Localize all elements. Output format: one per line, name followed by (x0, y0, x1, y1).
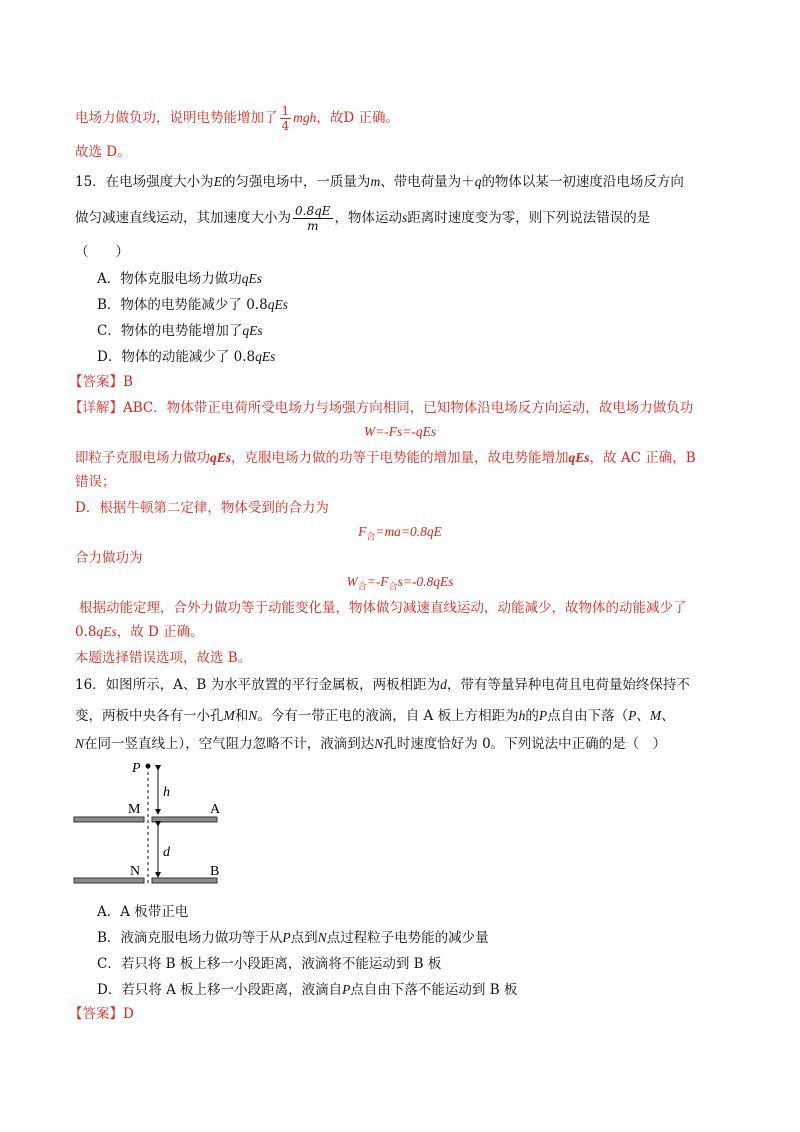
math-var: M (223, 708, 235, 723)
text: ，带有等量异种电荷且电荷量始终保持不 (446, 677, 690, 693)
text: 、 (636, 708, 650, 724)
math-var: M (649, 708, 662, 723)
label-n: N (130, 864, 141, 879)
text: 点自由下落不能运动到 B 板 (350, 982, 518, 998)
text: 做匀减速直线运动，其加速度大小为 (75, 210, 291, 226)
fraction-numerator: 1 (281, 104, 290, 118)
q15-detail-line5: 合力做功为 (75, 550, 143, 566)
text: D．若只将 A 板上移一小段距离，液滴自 (97, 982, 343, 998)
math-expr: qEs (255, 349, 276, 364)
text: 的物体以某一初速度沿电场反方向 (481, 174, 684, 190)
math-var: N (75, 736, 85, 751)
q15-paren: （ ） (75, 244, 129, 260)
text: 的匀强电场中，一质量为 (221, 174, 371, 190)
label-p: P (132, 761, 141, 776)
q15-stem-line2 (75, 204, 650, 233)
text: 点过程粒子电势能的减少量 (326, 930, 489, 946)
label-d: d (163, 845, 170, 860)
q15-equation-2 (0, 522, 800, 548)
q15-detail-line2 (75, 448, 696, 468)
option-label: A．物体克服电场力做功 (97, 271, 242, 287)
label-h: h (163, 785, 170, 800)
text: 在同一竖直线上），空气阻力忽略不计，液滴到达 (84, 736, 375, 752)
text: 点自由下落（ (547, 708, 629, 724)
text: 距离时速度变为零，则下列说法错误的是 (407, 210, 651, 226)
text: 16．如图所示，A、B 为水平放置的平行金属板，两板相距为 (75, 677, 441, 693)
text: ，物体运动 (334, 210, 403, 226)
q15-conclusion: 本题选择错误选项，故选 B。 (75, 650, 252, 666)
text: 和 (234, 708, 249, 724)
prev-text: ，故D 正确。 (316, 110, 400, 126)
q16-option-d (97, 980, 517, 1000)
math-var: W (346, 574, 358, 589)
text: 即粒子克服电场力做功 (75, 450, 210, 466)
subscript: 合 (357, 582, 367, 593)
math-var: E (213, 174, 222, 189)
q16-stem-line3 (75, 734, 666, 754)
subscript: 合 (388, 582, 398, 593)
math-expr: qEs (210, 450, 232, 465)
q15-detail-line7 (75, 622, 204, 642)
text: 、带电荷量为＋ (380, 174, 475, 190)
math-expr: qEs (568, 450, 590, 465)
q15-stem-line1 (75, 172, 684, 192)
math-expr: qEs (267, 297, 288, 312)
text: 变，两板中央各有一小孔 (75, 708, 224, 724)
math-var: q (474, 174, 482, 189)
text: ，故 AC 正确，B (589, 450, 696, 466)
text: 15．在电场强度大小为 (75, 174, 214, 190)
q15-option-c (97, 321, 263, 341)
q15-detail-line6: 根据动能定理，合外力做功等于动能变化量，物体做匀减速直线运动，动能减少，故物体的动能减少了 (79, 600, 687, 616)
option-label: C．物体的电势能增加了 (97, 323, 243, 339)
q15-answer: 【答案】B (69, 374, 133, 390)
fraction (280, 104, 292, 133)
q15-detail-line3: 错误； (75, 474, 116, 490)
math-var: d (440, 677, 447, 692)
text: B．液滴克服电场力做功等于从 (97, 930, 283, 946)
text: 0.8 (75, 624, 97, 640)
math-var: F (358, 524, 367, 539)
subscript: 合 (366, 532, 376, 543)
q16-stem-line1 (75, 675, 690, 695)
math-var: P (342, 982, 351, 997)
math-var: s (402, 210, 408, 225)
q16-option-a: A．A 板带正电 (97, 904, 189, 920)
q16-option-c: C．若只将 B 板上移一小段距离，液滴将不能运动到 B 板 (97, 956, 442, 972)
prev-text: 电场力做负功，说明电势能增加了 (75, 110, 278, 126)
q15-option-b (97, 295, 288, 315)
option-label: B．物体的电势能减少了 0.8 (97, 297, 268, 313)
prev-conclusion: 故选 D。 (75, 144, 131, 160)
fraction-denominator: m (307, 219, 319, 233)
prev-text-line (75, 104, 399, 133)
math-expr: qEs (241, 271, 262, 286)
math-var: N (317, 930, 327, 945)
label-b: B (210, 864, 220, 879)
option-label: D．物体的动能减少了 0.8 (97, 349, 256, 365)
plate-b-right (152, 878, 217, 883)
math-expr: =ma=0.8qE (375, 524, 442, 539)
text: 点到 (290, 930, 318, 946)
q15-option-a (97, 269, 262, 289)
q15-detail-line1: 【详解】ABC．物体带正电荷所受电场力与场强方向相同，已知物体沿电场反方向运动，故电场力做负功 (69, 400, 694, 416)
math-var: h (518, 708, 526, 723)
math-var: N (248, 708, 258, 723)
math-expr: =-F (366, 574, 389, 589)
plate-a-right (152, 817, 217, 822)
plate-a-left (74, 817, 144, 822)
math-expr: W=-Fs=-qEs (363, 424, 437, 439)
q15-detail-line4: D．根据牛顿第二定律，物体受到的合力为 (75, 500, 329, 516)
q15-equation-3 (0, 572, 800, 598)
math-expr: qEs (242, 323, 263, 338)
fraction (293, 204, 333, 233)
text: ，克服电场力做的功等于电势能的增加量，故电势能增加 (231, 450, 569, 466)
parallel-plates-figure (70, 758, 240, 888)
text: 。今有一带正电的液滴，自 A 板上方相距为 (257, 708, 519, 724)
label-m: M (128, 802, 141, 817)
math-expr: s=-0.8qEs (397, 574, 454, 589)
q16-option-b (97, 928, 489, 948)
q15-equation-1 (0, 422, 800, 442)
point-p (146, 764, 151, 769)
math-var: P (282, 930, 291, 945)
math-var: mgh (293, 110, 317, 125)
text: ，故 D 正确。 (116, 624, 204, 640)
math-expr: qEs (96, 624, 117, 639)
math-var: m (370, 174, 381, 189)
text: 的 (525, 708, 539, 724)
q16-answer: 【答案】D (69, 1006, 134, 1022)
math-var: N (374, 736, 384, 751)
text: 孔时速度恰好为 0。下列说法中正确的是（ ） (383, 736, 667, 752)
fraction-numerator: 0.8qE (295, 204, 331, 218)
text: 、 (661, 708, 675, 724)
math-var: P (538, 708, 548, 723)
label-a: A (210, 802, 221, 817)
q16-stem-line2 (75, 706, 675, 726)
fraction-denominator: 4 (281, 119, 290, 133)
math-var: P (628, 708, 637, 723)
q15-option-d (97, 347, 275, 367)
